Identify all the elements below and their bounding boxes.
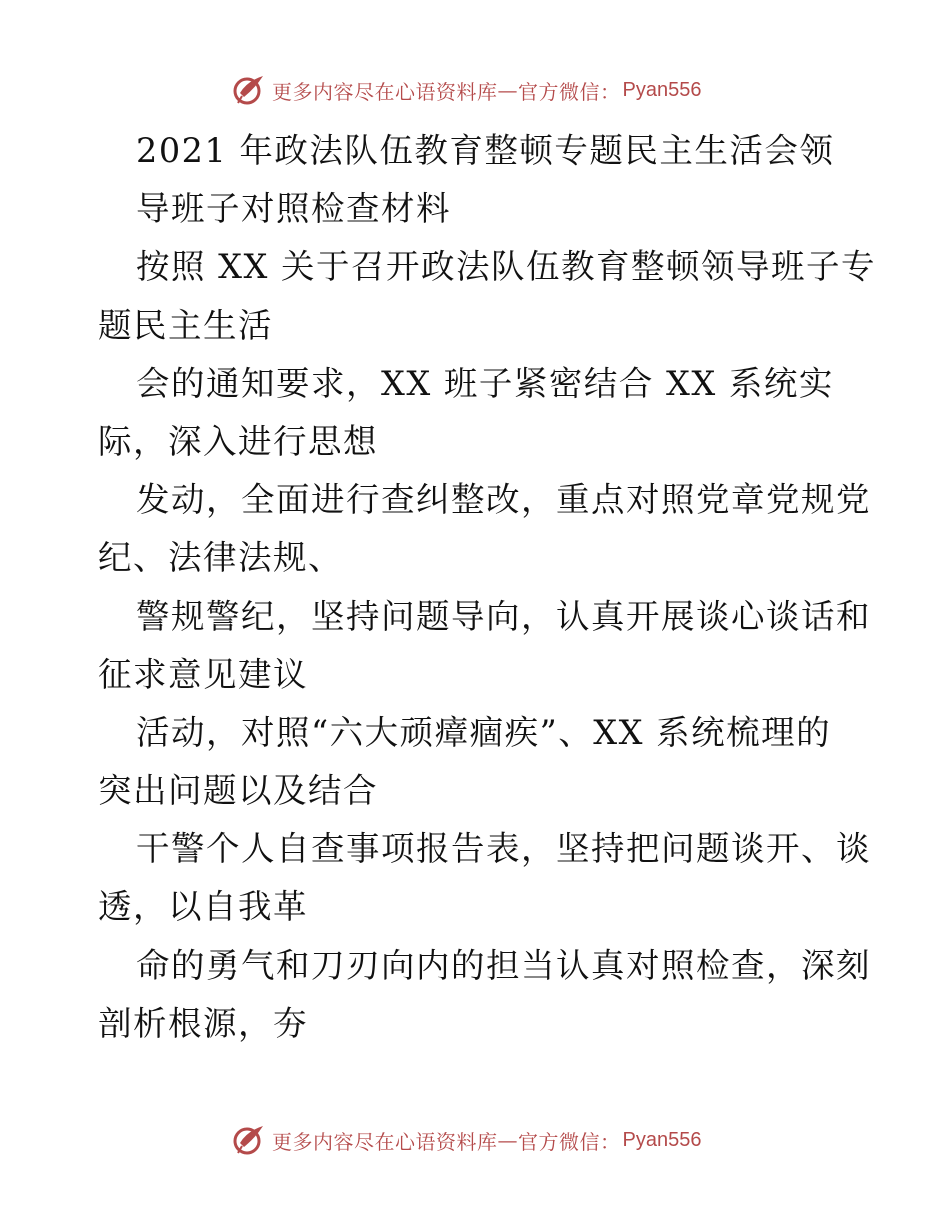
document-text-line: 导班子对照检查材料 bbox=[136, 189, 451, 229]
watermark-footer bbox=[232, 1120, 701, 1160]
document-text-line: 突出问题以及结合 bbox=[98, 771, 378, 811]
quill-logo-icon bbox=[232, 1123, 266, 1157]
document-text-line: 干警个人自查事项报告表，坚持把问题谈开、谈 bbox=[136, 829, 871, 869]
document-text-line: 发动，全面进行查纠整改，重点对照党章党规党 bbox=[136, 480, 871, 520]
document-text-line: 剖析根源，夯 bbox=[98, 1003, 308, 1043]
document-text-line: 2021 年政法队伍教育整顿专题民主生活会领 bbox=[136, 131, 835, 170]
watermark-wechat-label: 官方微信： bbox=[518, 79, 621, 104]
watermark-header bbox=[232, 70, 701, 110]
document-text-line: 透，以自我革 bbox=[98, 887, 308, 927]
document-text-line: 征求意见建议 bbox=[98, 654, 308, 694]
watermark-brand: 更多内容尽在心语资料库 bbox=[272, 79, 498, 104]
document-text-line: 会的通知要求，XX 班子紧密结合 XX 系统实 bbox=[136, 363, 834, 403]
watermark-wechat-label: 官方微信： bbox=[518, 1129, 621, 1154]
watermark-brand: 更多内容尽在心语资料库 bbox=[272, 1129, 498, 1154]
document-text-line: 警规警纪，坚持问题导向，认真开展谈心谈话和 bbox=[136, 596, 871, 636]
watermark-wechat-id: Pyan556 bbox=[622, 78, 702, 101]
watermark-dash: — bbox=[497, 78, 518, 102]
document-text-line: 题民主生活 bbox=[98, 305, 273, 345]
document-body bbox=[98, 122, 876, 1053]
document-text-line: 按照 XX 关于召开政法队伍教育整顿领导班子专 bbox=[136, 247, 876, 287]
quill-logo-icon bbox=[232, 73, 266, 107]
document-text-line: 命的勇气和刀刃向内的担当认真对照检查，深刻 bbox=[136, 945, 871, 985]
watermark-wechat-id: Pyan556 bbox=[622, 1128, 702, 1151]
watermark-dash: — bbox=[497, 1128, 518, 1152]
document-text-line: 际，深入进行思想 bbox=[98, 421, 378, 461]
document-text-line: 纪、法律法规、 bbox=[98, 538, 343, 578]
document-text-line: 活动，对照“六大顽瘴痼疾”、XX 系统梳理的 bbox=[136, 712, 832, 752]
